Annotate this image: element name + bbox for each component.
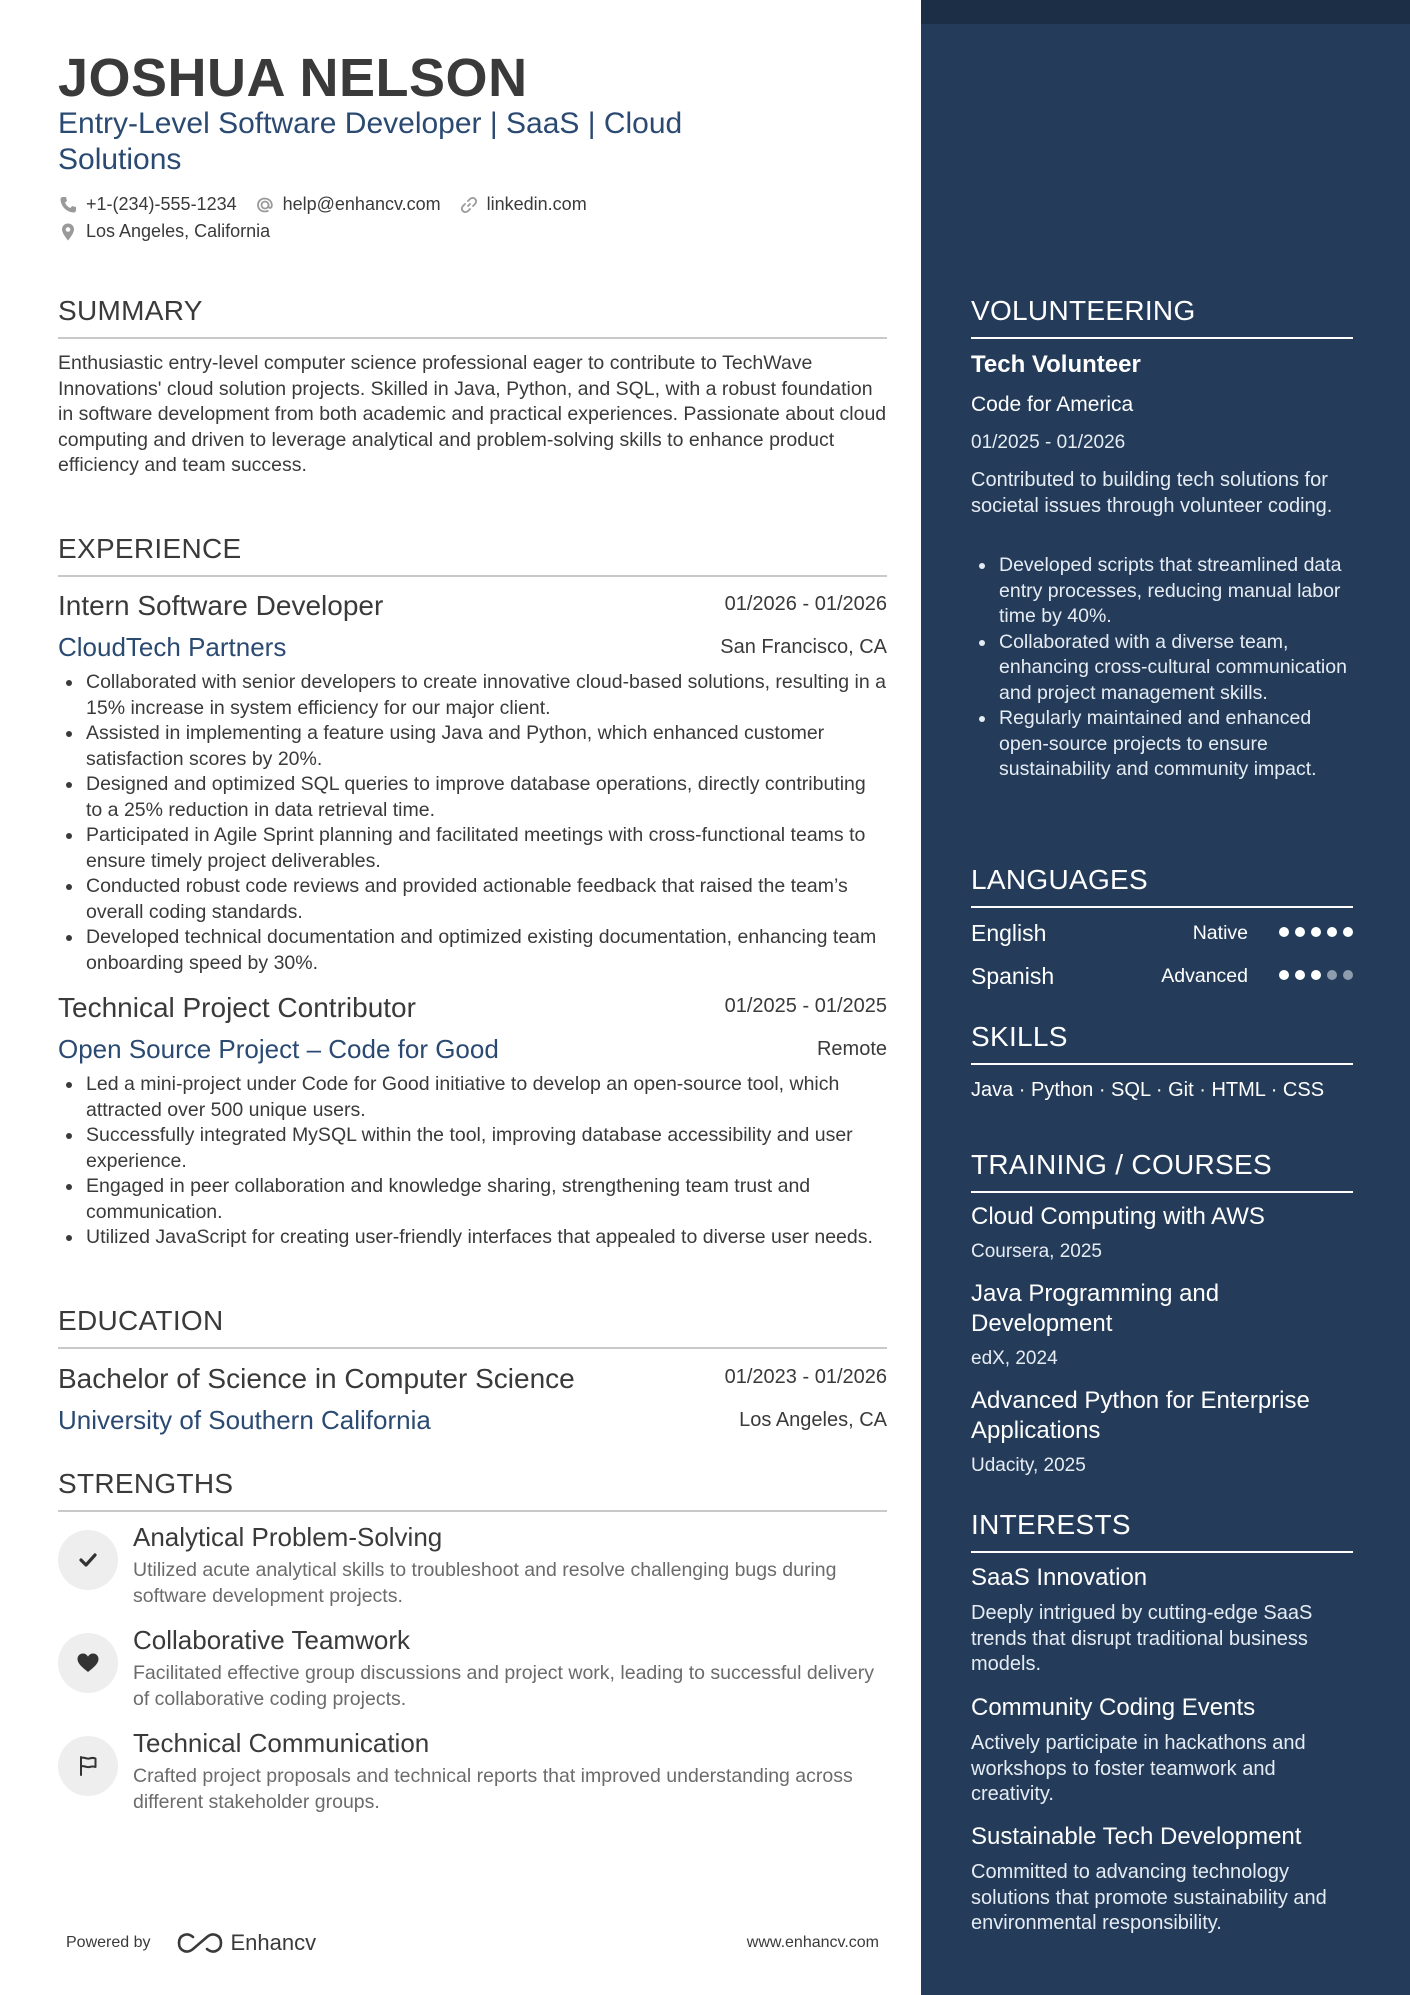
volunteer-bullets: [971, 553, 1353, 783]
volunteer-role: Tech Volunteer: [971, 351, 1141, 378]
contact-location: [58, 221, 270, 242]
rating-dot-filled: [1295, 970, 1305, 980]
language-rating: [1273, 970, 1353, 980]
list-item: Assisted in implementing a feature using Java and Python, which enhanced customer satisfaction scores by 20%.: [58, 721, 887, 772]
strength-desc: Crafted project proposals and technical reports that improved understanding across different stakeholder groups.: [133, 1765, 853, 1813]
experience-title: EXPERIENCE: [58, 533, 887, 577]
course-name: Java Programming and Development: [971, 1280, 1220, 1337]
skills-title: SKILLS: [971, 1021, 1353, 1065]
skills-list: Java · Python · SQL · Git · HTML · CSS: [971, 1079, 1325, 1101]
location-text: Los Angeles, California: [86, 221, 271, 241]
enhancv-logo-icon: [177, 1931, 223, 1955]
list-item: Engaged in peer collaboration and knowledge sharing, strengthening team trust and communication.: [58, 1174, 887, 1225]
rating-dot-filled: [1311, 970, 1321, 980]
contact-email[interactable]: [255, 194, 441, 215]
volunteering-title: VOLUNTEERING: [971, 295, 1353, 339]
main-column: [58, 0, 887, 1995]
course-name: Advanced Python for Enterprise Applications: [971, 1387, 1310, 1444]
school: University of Southern California: [58, 1405, 431, 1435]
rating-dot-filled: [1311, 927, 1321, 937]
rating-dot-empty: [1327, 970, 1337, 980]
strength-badge: [58, 1633, 118, 1693]
at-icon: [255, 195, 275, 215]
list-item: Collaborated with senior developers to create innovative cloud-based solutions, resulting in a 15% increase in system efficiency for our major client.: [58, 670, 887, 721]
training-title: TRAINING / COURSES: [971, 1149, 1353, 1193]
rating-dot-filled: [1279, 927, 1289, 937]
sidebar-top-bar: [921, 0, 1410, 24]
job-bullets: [58, 1072, 887, 1251]
volunteer-description: Contributed to building tech solutions for societal issues through volunteer coding.: [971, 469, 1333, 517]
list-item: Utilized JavaScript for creating user-friendly interfaces that appealed to diverse user needs.: [58, 1225, 887, 1251]
course-meta: Udacity, 2025: [971, 1455, 1086, 1476]
strength-badge: [58, 1530, 118, 1590]
job-company: Open Source Project – Code for Good: [58, 1034, 499, 1064]
footer-url[interactable]: www.enhancv.com: [746, 1934, 879, 1951]
brand-name: Enhancv: [230, 1930, 317, 1955]
phone-icon: [58, 195, 78, 215]
language-level: Advanced: [1161, 965, 1248, 987]
language-row: [971, 961, 1353, 991]
education-location: Los Angeles, CA: [739, 1409, 887, 1431]
strengths-title: STRENGTHS: [58, 1468, 887, 1512]
list-item: Conducted robust code reviews and provided actionable feedback that raised the team’s overall coding standards.: [58, 874, 887, 925]
interest-desc: Deeply intrigued by cutting-edge SaaS trends that disrupt traditional business models.: [971, 1602, 1313, 1675]
language-row: [971, 918, 1353, 948]
job-bullets: [58, 670, 887, 976]
strength-desc: Facilitated effective group discussions and project work, leading to successful delivery of collaborative coding projects.: [133, 1662, 875, 1710]
strength-title: Collaborative Teamwork: [133, 1625, 410, 1655]
rating-dot-filled: [1327, 927, 1337, 937]
strength-item: [58, 1625, 887, 1725]
course-meta: Coursera, 2025: [971, 1241, 1102, 1262]
list-item: Successfully integrated MySQL within the tool, improving database accessibility and user experience.: [58, 1123, 887, 1174]
job-location: San Francisco, CA: [720, 636, 887, 658]
interests-title: INTERESTS: [971, 1509, 1353, 1553]
job-dates: 01/2025 - 01/2025: [724, 995, 887, 1017]
flag-icon: [76, 1754, 100, 1778]
job-title: Intern Software Developer: [58, 590, 384, 621]
language-level: Native: [1192, 922, 1248, 944]
linkedin-text: linkedin.com: [486, 194, 587, 214]
rating-dot-filled: [1295, 927, 1305, 937]
language-name: Spanish: [971, 963, 1055, 989]
location-pin-icon: [58, 222, 78, 242]
heart-icon: [76, 1652, 100, 1674]
rating-dot-filled: [1279, 970, 1289, 980]
interest-name: Community Coding Events: [971, 1694, 1256, 1721]
contact-linkedin[interactable]: [459, 194, 587, 215]
languages-title: LANGUAGES: [971, 864, 1353, 908]
course-name: Cloud Computing with AWS: [971, 1203, 1265, 1230]
email-text: help@enhancv.com: [282, 194, 441, 214]
strength-title: Technical Communication: [133, 1728, 430, 1758]
list-item: Collaborated with a diverse team, enhancing cross-cultural communication and project management skills.: [971, 630, 1353, 707]
rating-dot-filled: [1343, 927, 1353, 937]
strength-title: Analytical Problem-Solving: [133, 1522, 443, 1552]
education-title: EDUCATION: [58, 1305, 887, 1349]
summary-title: SUMMARY: [58, 295, 887, 339]
rating-dot-empty: [1343, 970, 1353, 980]
sidebar: [921, 0, 1410, 1995]
link-icon: [459, 195, 479, 215]
list-item: Regularly maintained and enhanced open-source projects to ensure sustainability and community impact.: [971, 706, 1353, 783]
list-item: Participated in Agile Sprint planning and facilitated meetings with cross-functional teams to ensure timely project deliverables.: [58, 823, 887, 874]
check-icon: [77, 1549, 99, 1571]
job-company: CloudTech Partners: [58, 632, 287, 662]
job-title: Technical Project Contributor: [58, 992, 416, 1023]
interest-name: Sustainable Tech Development: [971, 1823, 1302, 1850]
volunteer-org: Code for America: [971, 393, 1134, 416]
strength-badge: [58, 1736, 118, 1796]
strength-desc: Utilized acute analytical skills to troubleshoot and resolve challenging bugs during software development projects.: [133, 1559, 837, 1607]
list-item: Designed and optimized SQL queries to improve database operations, directly contributing to a 25% reduction in data retrieval time.: [58, 772, 887, 823]
interest-name: SaaS Innovation: [971, 1564, 1148, 1591]
headline: Entry-Level Software Developer | SaaS | Cloud Solutions: [58, 107, 683, 176]
degree: Bachelor of Science in Computer Science: [58, 1363, 575, 1394]
list-item: Developed technical documentation and optimized existing documentation, enhancing team onboarding speed by 30%.: [58, 925, 887, 976]
strength-item: [58, 1728, 887, 1828]
list-item: Led a mini-project under Code for Good initiative to develop an open-source tool, which attracted over 500 unique users.: [58, 1072, 887, 1123]
language-name: English: [971, 920, 1047, 946]
education-dates: 01/2023 - 01/2026: [724, 1366, 887, 1388]
course-meta: edX, 2024: [971, 1348, 1058, 1369]
interest-desc: Committed to advancing technology solutions that promote sustainability and environmental responsibility.: [971, 1861, 1327, 1934]
job-dates: 01/2026 - 01/2026: [724, 593, 887, 615]
phone-text: +1-(234)-555-1234: [86, 194, 237, 214]
footer-brand: [66, 1930, 316, 1956]
contact-phone[interactable]: [58, 194, 237, 215]
summary-text: Enthusiastic entry-level computer science professional eager to contribute to TechWave Innovations' cloud solution projects. Skilled in Java, Python, and SQL, with a robust foundation in software development from both academic and practical experiences. Passionate about cloud computing and driven to leverage analytical and problem-solving skills to enhance product efficiency and team success.: [58, 352, 887, 476]
interest-desc: Actively participate in hackathons and workshops to foster teamwork and creativity.: [971, 1732, 1306, 1805]
location-row: [58, 221, 288, 242]
volunteer-dates: 01/2025 - 01/2026: [971, 432, 1126, 453]
contact-row: [58, 194, 605, 215]
job-location: Remote: [816, 1038, 887, 1060]
strength-item: [58, 1522, 887, 1622]
candidate-name: JOSHUA NELSON: [58, 48, 528, 108]
language-rating: [1273, 927, 1353, 937]
powered-by-label: Powered by: [66, 1934, 151, 1951]
list-item: Developed scripts that streamlined data entry processes, reducing manual labor time by 40%.: [971, 553, 1353, 630]
